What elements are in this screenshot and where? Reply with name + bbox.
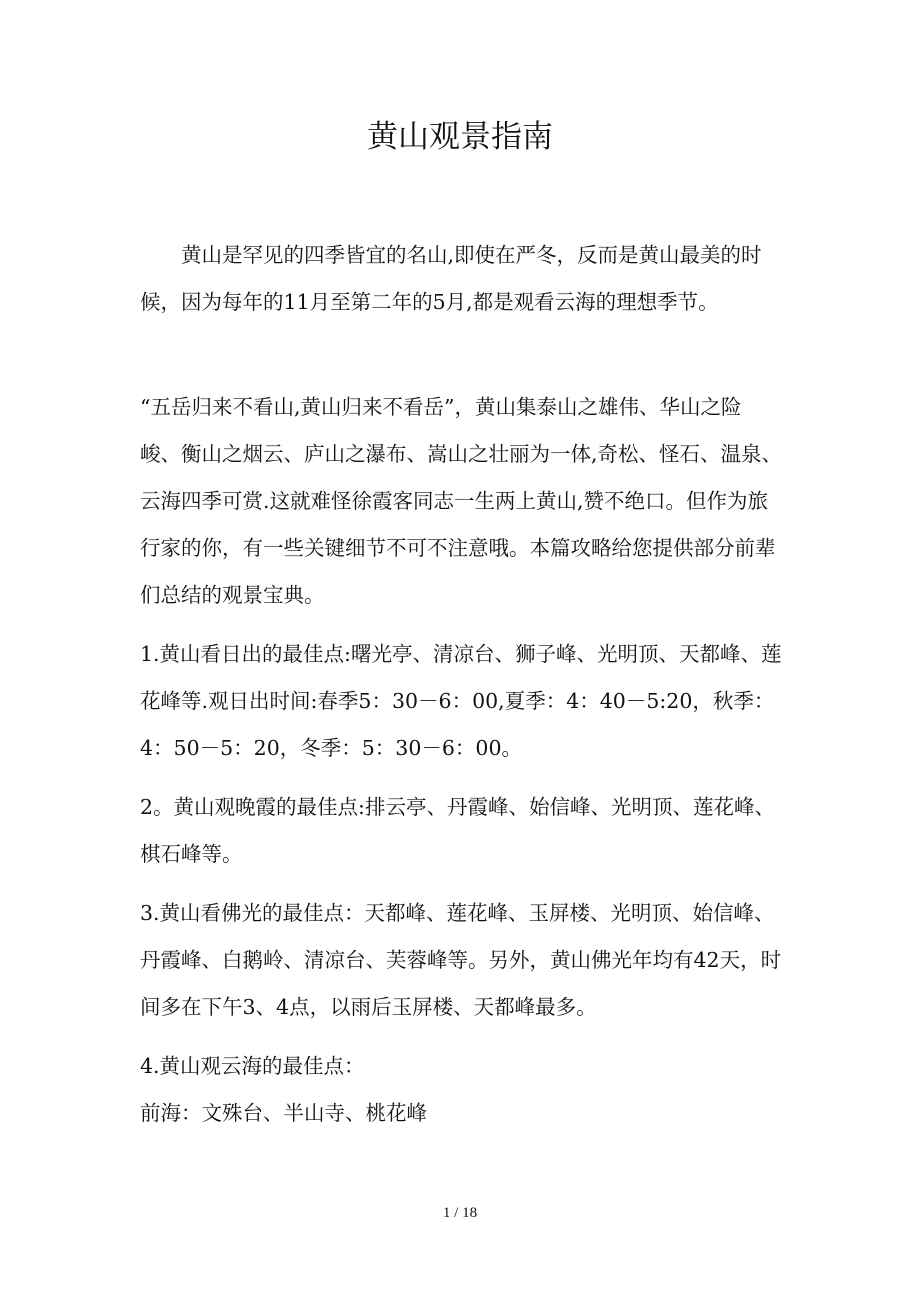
overview-paragraph: “五岳归来不看山,黄山归来不看岳”，黄山集泰山之雄伟、华山之险峻、衡山之烟云、庐山之瀑布、嵩山之壮丽为一体,奇松、怪石、温泉、云海四季可赏.这就难怪徐霞客同志一生两上黄山,赞不绝口。但作为旅行家的你，有一些关键细节不可不注意哦。本篇攻略给您提供部分前辈们总结的观景宝典。 [140,395,783,607]
cloud-sea-heading: 4.黄山观云海的最佳点： [140,1054,365,1078]
front-sea-paragraph: 前海：文殊台、半山寺、桃花峰 [140,1101,427,1125]
intro-paragraph: 黄山是罕见的四季皆宜的名山,即使在严冬，反而是黄山最美的时候，因为每年的11月至第二年的5月,都是观看云海的理想季节。 [140,243,762,314]
buddha-light-paragraph: 3.黄山看佛光的最佳点：天都峰、莲花峰、玉屏楼、光明顶、始信峰、丹霞峰、白鹅岭、清凉台、芙蓉峰等。另外，黄山佛光年均有42天，时间多在下午3、4点，以雨后玉屏楼、天都峰最多。 [140,901,782,1019]
sunset-paragraph: 2。黄山观晚霞的最佳点:排云亭、丹霞峰、始信峰、光明顶、莲花峰、棋石峰等。 [140,795,775,866]
document-body [140,232,782,1137]
page-title: 黄山观景指南 [367,119,553,155]
page-number: 1 / 18 [442,1205,478,1221]
sunrise-paragraph: 1.黄山看日出的最佳点:曙光亭、清凉台、狮子峰、光明顶、天都峰、莲花峰等.观日出时间:春季5：30－6：00,夏季：4：40－5:20，秋季：4：50－5：20，冬季：5：30－6：00。 [140,642,782,760]
